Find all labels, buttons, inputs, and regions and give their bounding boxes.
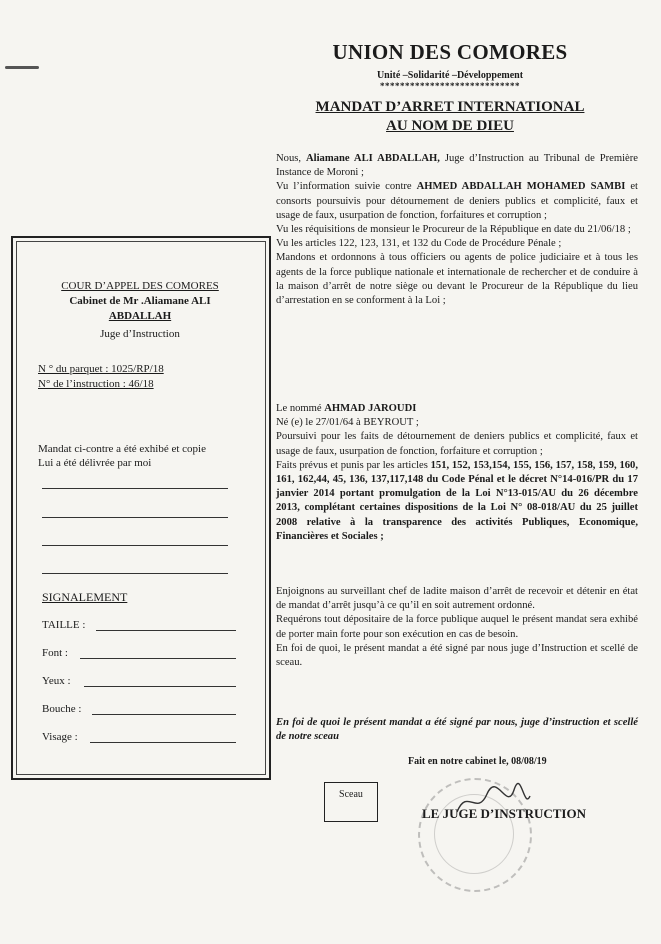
title-line-2: AU NOM DE DIEU — [386, 118, 514, 134]
court-name: COUR D’APPEL DES COMORES — [61, 280, 219, 292]
field-visage-label: Visage : — [42, 731, 78, 743]
order-detention: Enjoignons au surveillant chef de ladite maison d’arrêt de recevoir et détenir en état de mandat d’arrêt jusqu’à ce qu’il en soit autrement ordonné. — [276, 586, 638, 612]
subject-charges: Poursuivi pour les faits de détournement de deniers publics et complicité, faux et usage de faux, usurpation de fonction, forfaiture et corruption ; — [276, 431, 638, 457]
judge-signature-title: LE JUGE D’INSTRUCTION — [422, 806, 586, 821]
field-font-line — [80, 658, 236, 659]
order-assistance: Requérons tout dépositaire de la force publique auquel le présent mandat sera exhibé de porter main forte pour son exécution en cas de besoin. — [276, 614, 638, 640]
cabinet-line-2: ABDALLAH — [108, 310, 172, 322]
blank-line — [42, 573, 228, 574]
intro-paragraph-accused: Vu l’information suivie contre AHMED ABDALLAH MOHAMED SAMBI et consorts poursuivis pour détournement de deniers publics et complicité, faux et usage de faux, usurpation de fonction, forfaitures et corruption ; — [276, 181, 638, 221]
field-bouche-line — [92, 714, 236, 715]
judge-role: Juge d’Instruction — [100, 328, 180, 340]
parquet-number: N ° du parquet : 1025/RP/18 — [38, 363, 164, 375]
field-font-label: Font : — [42, 647, 68, 659]
signalement-heading: SIGNALEMENT — [42, 590, 128, 604]
field-bouche-label: Bouche : — [42, 703, 82, 715]
country-title: UNION DES COMORES — [332, 40, 568, 64]
title-line-1: MANDAT D’ARRET INTERNATIONAL — [315, 99, 585, 115]
cabinet-line-1: Cabinet de Mr .Aliamane ALI — [69, 295, 211, 307]
subject-section — [276, 402, 638, 544]
blank-line — [42, 545, 228, 546]
order-signature: En foi de quoi, le présent mandat a été signé par nous juge d’Instruction et scellé de sceau. — [276, 642, 638, 669]
exhibit-line-1: Mandat ci-contre a été exhibé et copie — [38, 443, 206, 455]
date-place: Fait en notre cabinet le, 08/08/19 — [408, 756, 547, 767]
subject-birth-line: Né (e) le 27/01/64 à BEYROUT ; — [276, 417, 419, 429]
intro-paragraph-articles: Vu les articles 122, 123, 131, et 132 du Code de Procédure Pénale ; — [276, 238, 562, 250]
orders-section — [276, 585, 638, 670]
instruction-number: N° de l’instruction : 46/18 — [38, 378, 154, 390]
exhibit-line-2: Lui a été délivrée par moi — [38, 457, 152, 469]
stars-separator: **************************** — [380, 81, 520, 91]
subject-legal-basis: Faits prévus et punis par les articles 151, 152, 153,154, 155, 156, 157, 158, 159, 160, 161, 162,44, 45, 136, 137,117,148 du Code Pénal et le décret N°14-016/PR du 17 janvier 2014 portant promulgation de la Loi N°13-015/AU du 26 décembre 2013, complétant certaines dispositions de la Loi N° 08-018/AU du 25 juillet 2008 relative à la transparence des activités Publiques, Economique, Financières et Sociales ; — [276, 459, 638, 542]
document-title — [270, 98, 630, 136]
national-motto: Unité –Solidarité –Développement — [376, 70, 524, 81]
field-yeux-line — [84, 686, 236, 687]
field-yeux-label: Yeux : — [42, 675, 71, 687]
seal-box: Sceau — [324, 782, 378, 822]
blank-line — [42, 517, 228, 518]
intro-paragraph-judge: Nous, Aliamane ALI ABDALLAH, Juge d’Instruction au Tribunal de Première Instance de Moroni ; — [276, 153, 638, 179]
subject-name-line: Le nommé AHMAD JAROUDI — [276, 403, 417, 414]
blank-line — [42, 488, 228, 489]
intro-paragraph-requisitions: Vu les réquisitions de monsieur le Procureur de la République en date du 21/06/18 ; — [276, 224, 631, 236]
field-taille-line — [96, 630, 236, 631]
intro-section — [276, 152, 638, 308]
closing-italic: En foi de quoi le présent mandat a été signé par nous, juge d’instruction et scellé de notre sceau — [276, 717, 638, 743]
intro-paragraph-mandate: Mandons et ordonnons à tous officiers ou agents de police judiciaire et à tous les agents de la force publique nationale et internationale de rechercher et de conduire à la maison d’arrêt de notre siège ou devant le Procureur de la République du lieu d’arrestation en se conforment à la Loi ; — [276, 252, 638, 307]
field-taille-label: TAILLE : — [42, 619, 86, 631]
scan-mark — [5, 66, 39, 69]
field-visage-line — [90, 742, 236, 743]
